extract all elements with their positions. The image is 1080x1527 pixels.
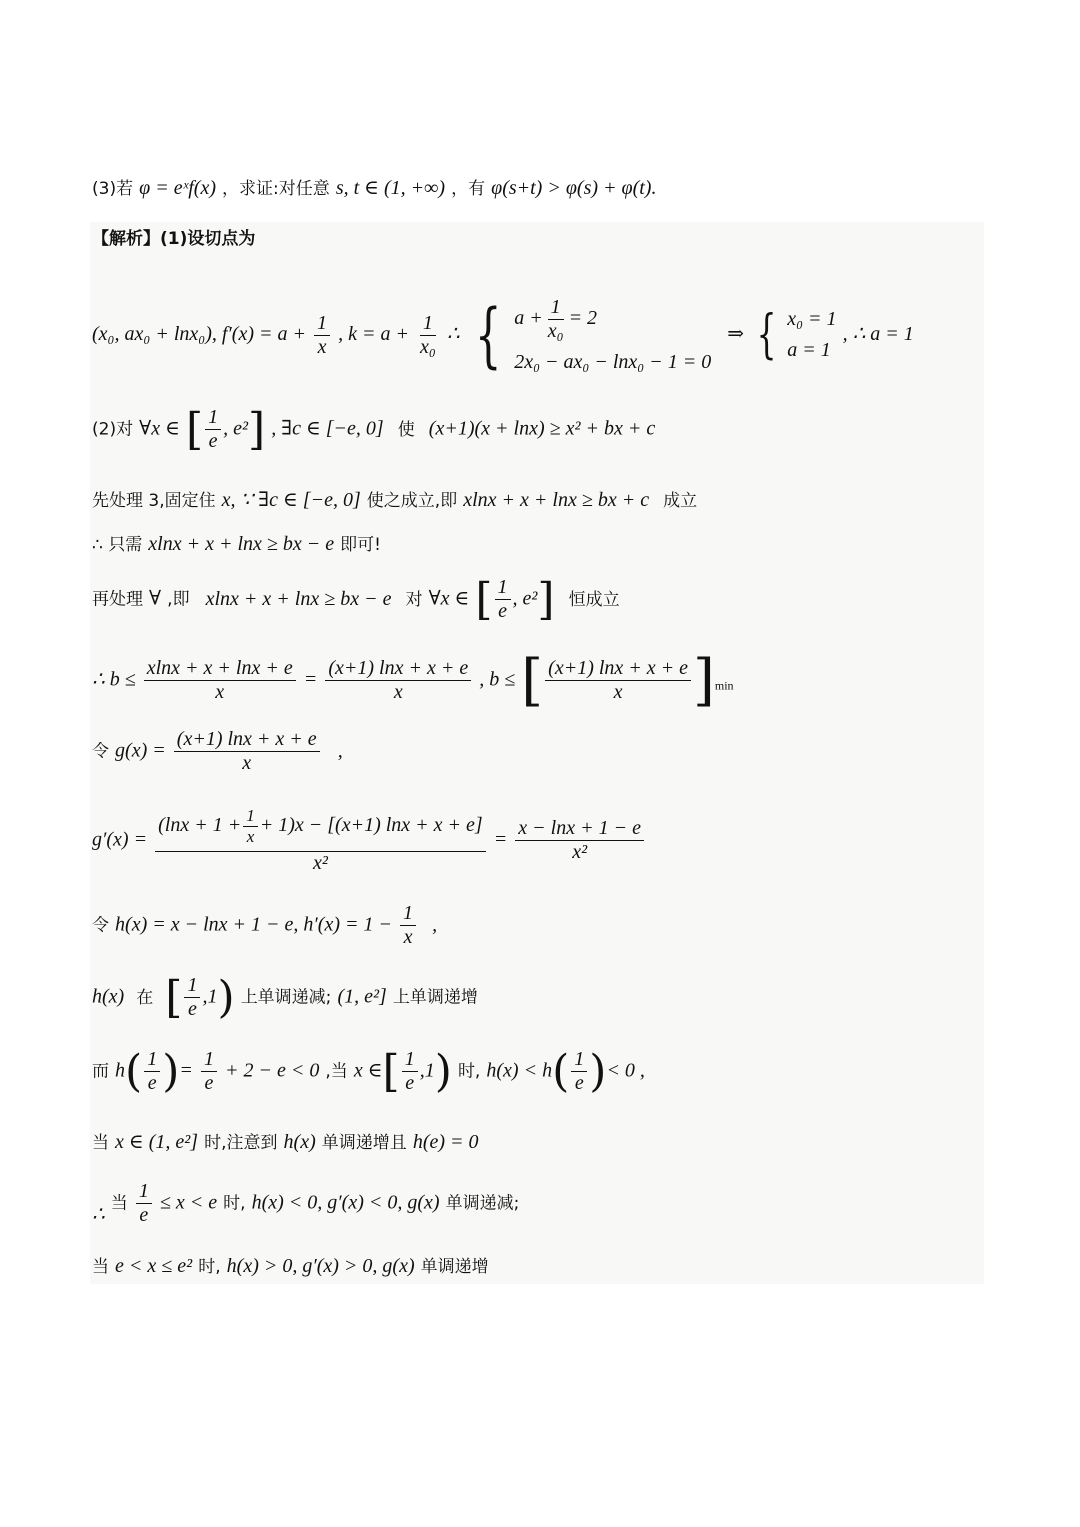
line-8: g′(x) = (lnx + 1 + $\frac{1}{x}$ + 1)x − [(x+1) lnx + x + e] x² = $\frac{x - \ln x + 1 - e}{\text{x²}}$ xyxy=(92,806,646,875)
line-6: ∴ b ≤ $\frac{xlnx + x + \ln x + e}{x}$ = $\frac{(x+1) \ln x + x + e}{x}$ , b ≤ [ $\frac{(x+1) \ln x + x + e}{x}$ ]$_{min}$ xyxy=(92,648,734,713)
line-12: 当 x ∈ (1, e²] 时,注意到 h(x) 单调递增且 h(e) = 0 xyxy=(92,1131,479,1153)
line-9: 令 h(x) = x − lnx + 1 − e, h′(x) = 1 − $\frac{1}{x}$ , xyxy=(92,902,438,948)
line-5: 再处理 ∀ ,即 xlnx + x + lnx ≥ bx − e 对 ∀x ∈ [ $\frac{1}{e}$ , e²] 恒成立 xyxy=(92,574,620,625)
system-1: { a + $\frac{1}{\text{x₀}}$ = 2 2x₀ − ax₀ − lnx₀ − 1 = 0 xyxy=(474,294,712,376)
line-14: 当 e < x ≤ e² 时, h(x) > 0, g′(x) > 0, g(x) 单调递增 xyxy=(92,1255,489,1277)
line-11: 而 h( $\frac{1}{e}$ )= $\frac{1}{e}$ + 2 − e < 0 ,当 x ∈[ $\frac{1}{e}$ ,1) 时, h(x) < h( $\frac{1}{e}$ )< 0 , xyxy=(92,1046,645,1097)
line-13: ∴ 当 $\frac{1}{e}$ ≤ x < e 时, h(x) < 0, g′(x) < 0, g(x) 单调递减; xyxy=(92,1180,520,1226)
line-1: (x₀, ax₀ + lnx₀), f′(x) = a + $\frac{1}{x}$ , k = a + $\frac{1}{\text{x₀}}$ ∴ { a + $\frac{1}{\text{x₀}}$ = 2 2x₀ − ax₀ − lnx₀ − 1 = 0 ⇒ { x₀ = 1 a = 1 , ∴ a = 1 xyxy=(92,294,914,376)
line-2: (2)对 ∀x ∈ [ $\frac{1}{e}$ , e²] , ∃c ∈ [−e, 0] 使 (x+1)(x + lnx) ≥ x² + bx + c xyxy=(92,404,656,455)
line-3: 先处理 3,固定住 x, ∵ ∃c ∈ [−e, 0] 使之成立,即 xlnx + x + lnx ≥ bx + c 成立 xyxy=(92,489,698,511)
line-10: h(x) 在 [ $\frac{1}{e}$ ,1) 上单调递减; (1, e²] 上单调递增 xyxy=(92,972,478,1023)
line-4: ∴ 只需 xlnx + x + lnx ≥ bx − e 即可! xyxy=(92,533,381,555)
problem-3: (3)若 φ = eˣf(x) ，求证:对任意 s, t ∈ (1, +∞) ，有 φ(s+t) > φ(s) + φ(t). xyxy=(92,177,657,199)
system-2: { x₀ = 1 a = 1 xyxy=(756,305,837,365)
line-7: 令 g(x) = $\frac{(x+1) \ln x + x + e}{x}$ , xyxy=(92,728,343,774)
solution-header: 【解析】(1)设切点为 xyxy=(92,229,256,249)
